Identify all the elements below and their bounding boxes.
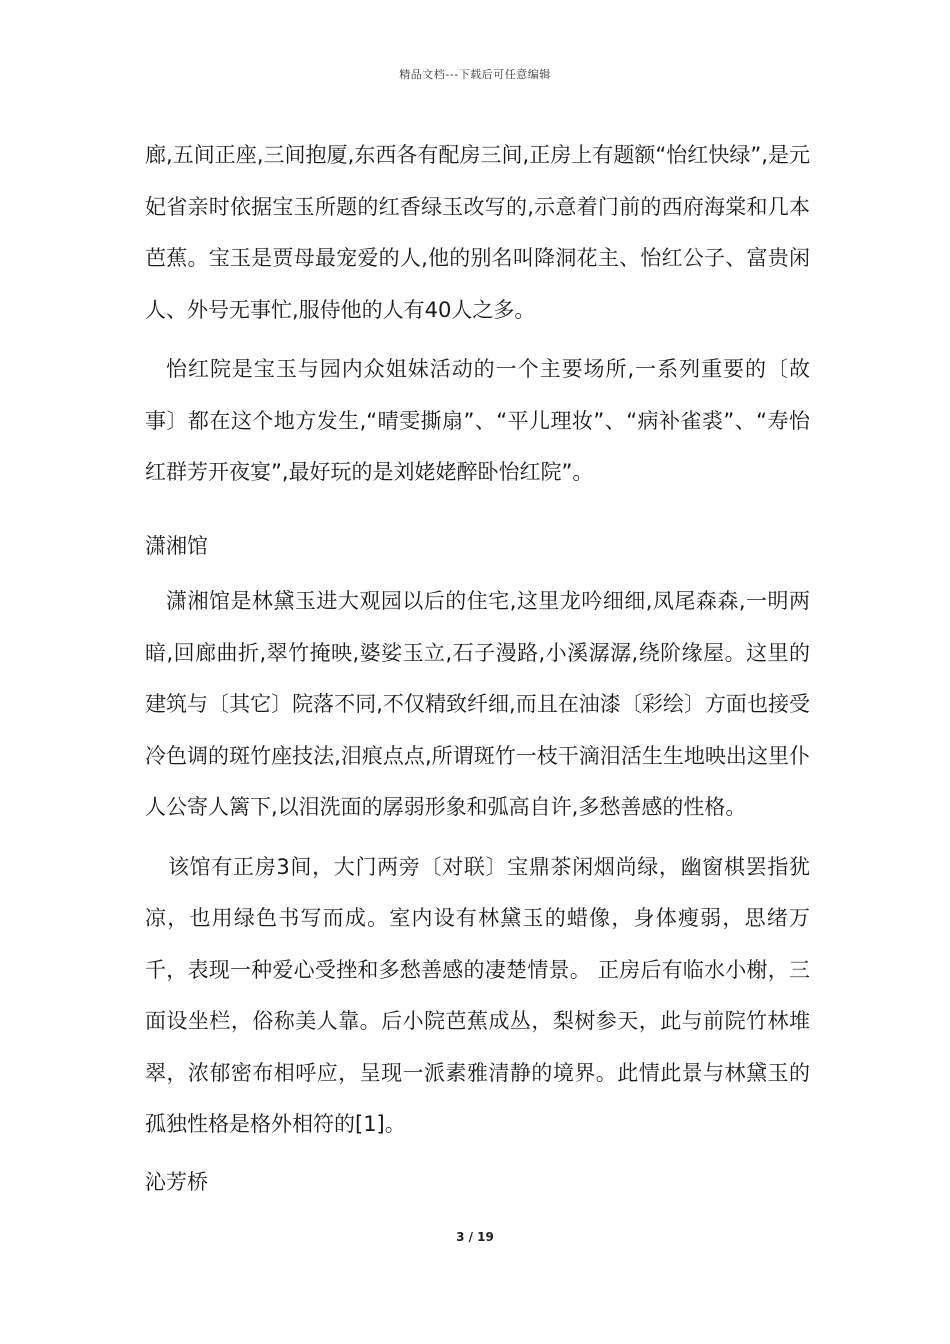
page-number: 3 / 19 [456,1230,494,1244]
paragraph-yihong-description: 廊,五间正座,三间抱厦,东西各有配房三间,正房上有题额“怡红快绿”,是元妃省亲时依据宝玉所题的红香绿玉改写的,示意着门前的西府海棠和几本芭蕉。宝玉是贾母最宠爱的人,他的别名叫降洞花主、怡红公子、富贵闲人、外号无事忙,服侍他的人有40人之多。 [145,143,810,322]
paragraph-xiaoxiang-interior: 该馆有正房3间，大门两旁〔对联〕宝鼎茶闲烟尚绿，幽窗棋罢指犹凉，也用绿色书写而成。室内设有林黛玉的蜡像，身体瘦弱，思绪万千，表现一种爱心受挫和多愁善感的凄楚情景。 正房后有临水小榭，三面设坐栏，俗称美人靠。后小院芭蕉成丛，梨树参天，此与前院竹林堆翠，浓郁密布相呼应，呈现一派素雅清静的境界。此情此景与林黛玉的孤独性格是格外相符的[1]。 [145,854,810,1136]
section-heading-qinfang: 沁芳桥 [145,1169,208,1194]
document-body [145,130,810,1208]
paragraph-xiaoxiang-description: 潇湘馆是林黛玉进大观园以后的住宅,这里龙吟细细,凤尾森森,一明两暗,回廊曲折,翠竹掩映,婆娑玉立,石子漫路,小溪潺潺,绕阶缘屋。这里的建筑与〔其它〕院落不同,不仅精致纤细,而且在油漆〔彩绘〕方面也接受冷色调的斑竹座技法,泪痕点点,所谓斑竹一枝干滴泪活生生地映出这里仆人公寄人篱下,以泪洗面的孱弱形象和弧高自许,多愁善感的性格。 [145,589,810,819]
paragraph-yihong-stories: 怡红院是宝玉与园内众姐妹活动的一个主要场所,一系列重要的〔故事〕都在这个地方发生,“晴雯撕扇”、“平儿理妆”、“病补雀裘”、“寿怡红群芳开夜宴”,最好玩的是刘姥姥醉卧怡红院”。 [145,357,810,484]
page-header: 精品文档---下载后可任意编辑 [399,68,551,81]
section-heading-xiaoxiang: 潇湘馆 [145,533,208,558]
